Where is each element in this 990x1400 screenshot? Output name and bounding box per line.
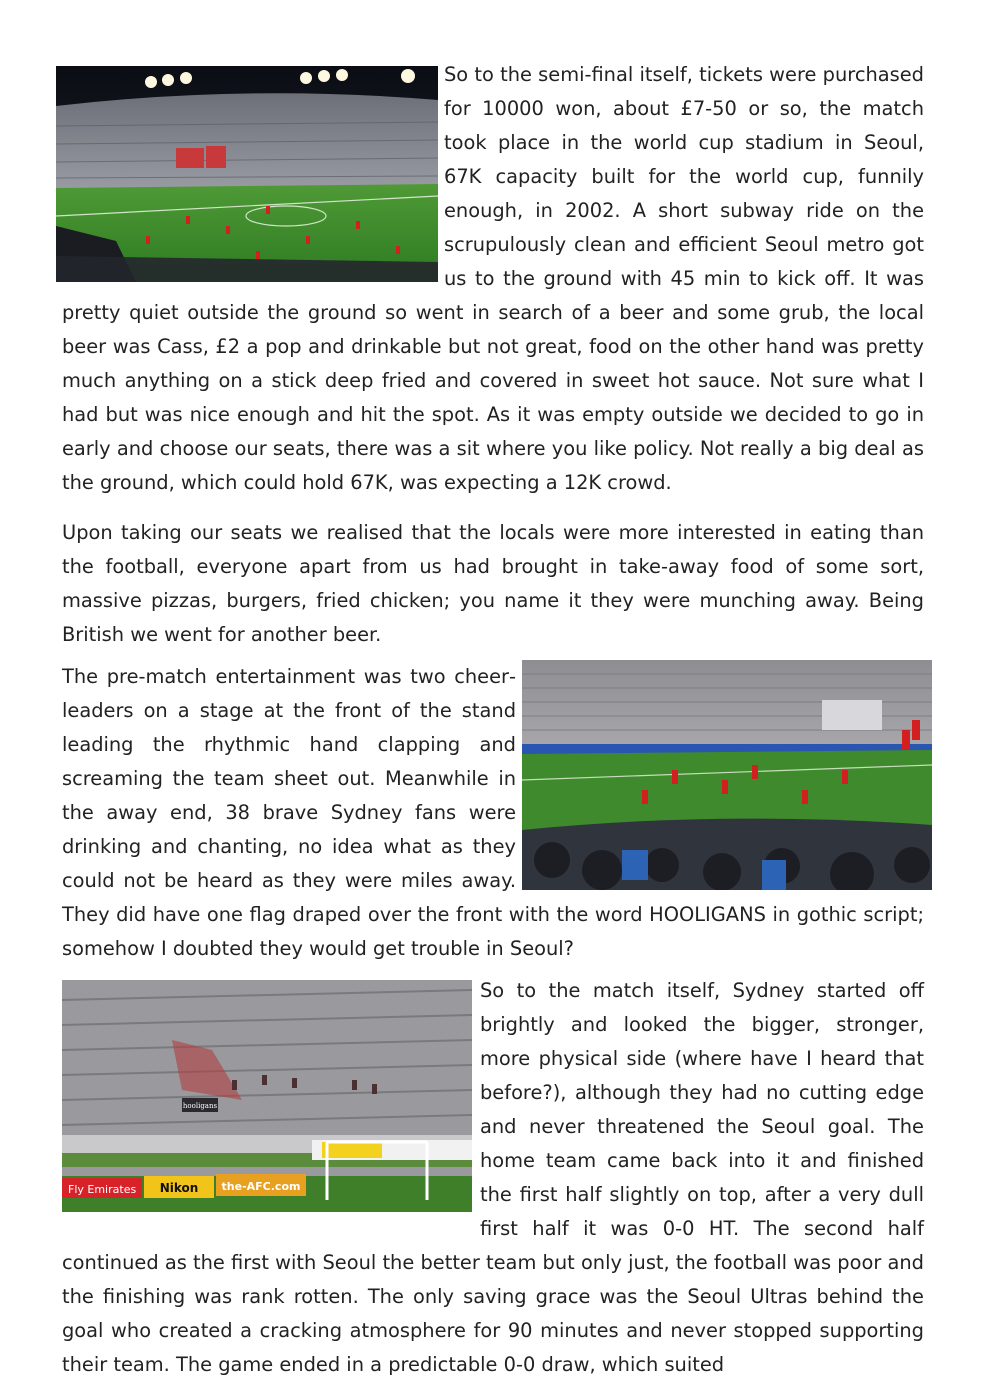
svg-text:Fly Emirates: Fly Emirates — [68, 1183, 137, 1196]
svg-text:Nikon: Nikon — [159, 1181, 199, 1195]
article-body — [62, 58, 924, 1398]
svg-text:hooligans: hooligans — [182, 1102, 218, 1110]
paragraph-1: So to the semi-final itself, tickets were purchased for 10000 won, about £7-50 or so, the match took place in the world cup stadium in Seoul, 67K capacity built for the world cup, funnily enough, in 2002. A short subway ride on the scrupulously clean and efficient Seoul metro got us to the ground with 45 min to kick off. It was pretty quiet outside the ground so went in search of a beer and some grub, the local beer was Cass, £2 a pop and drinkable but not great, food on the other hand was pretty much anything on a stick deep fried and covered in sweet hot sauce. Not sure what I had but was nice enough and hit the spot. As it was empty outside we decided to go in early and choose our seats, there was a sit where you like policy. Not really a big deal as the ground, which could hold 67K, was expecting a 12K crowd. — [62, 63, 924, 494]
svg-text:the-AFC.com: the-AFC.com — [221, 1180, 301, 1193]
paragraph-3: The pre-match entertainment was two cheerleaders on a stage at the front of the stand leading the rhythmic hand clapping and screaming the team sheet out. Meanwhile in the away end, 38 brave Sydney fans were drinking and chanting, no idea what as they could not be heard as they were miles away. They did have one flag draped over the front with the word HOOLIGANS in gothic script; somehow I doubted they would get trouble in Seoul? — [62, 665, 924, 960]
paragraph-2: Upon taking our seats we realised that the locals were more interested in eating than the football, everyone apart from us had brought in take-away food of some sort, massive pizzas, burgers, fried chicken; you name it they were munching away. Being British we went for another beer. — [62, 521, 924, 646]
pitch-warmup-photo — [522, 660, 932, 890]
paragraph-4: So to the match itself, Sydney started off brightly and looked the bigger, stronger, more physical side (where have I heard that before?), although they had no cutting edge and never threatened the Seoul goal. The home team came back into it and finished the first half slightly on top, after a very dull first half it was 0-0 HT. The second half continued as the first with Seoul the better team but only just, the football was poor and the finishing was rank rotten. The only saving grace was the Seoul Ultras behind the goal who created a cracking atmosphere for 90 minutes and never stopped supporting their team. The game ended in a predictable 0-0 draw, which suited — [62, 979, 924, 1376]
stadium-night-photo — [56, 66, 438, 282]
away-end-photo — [62, 980, 472, 1212]
